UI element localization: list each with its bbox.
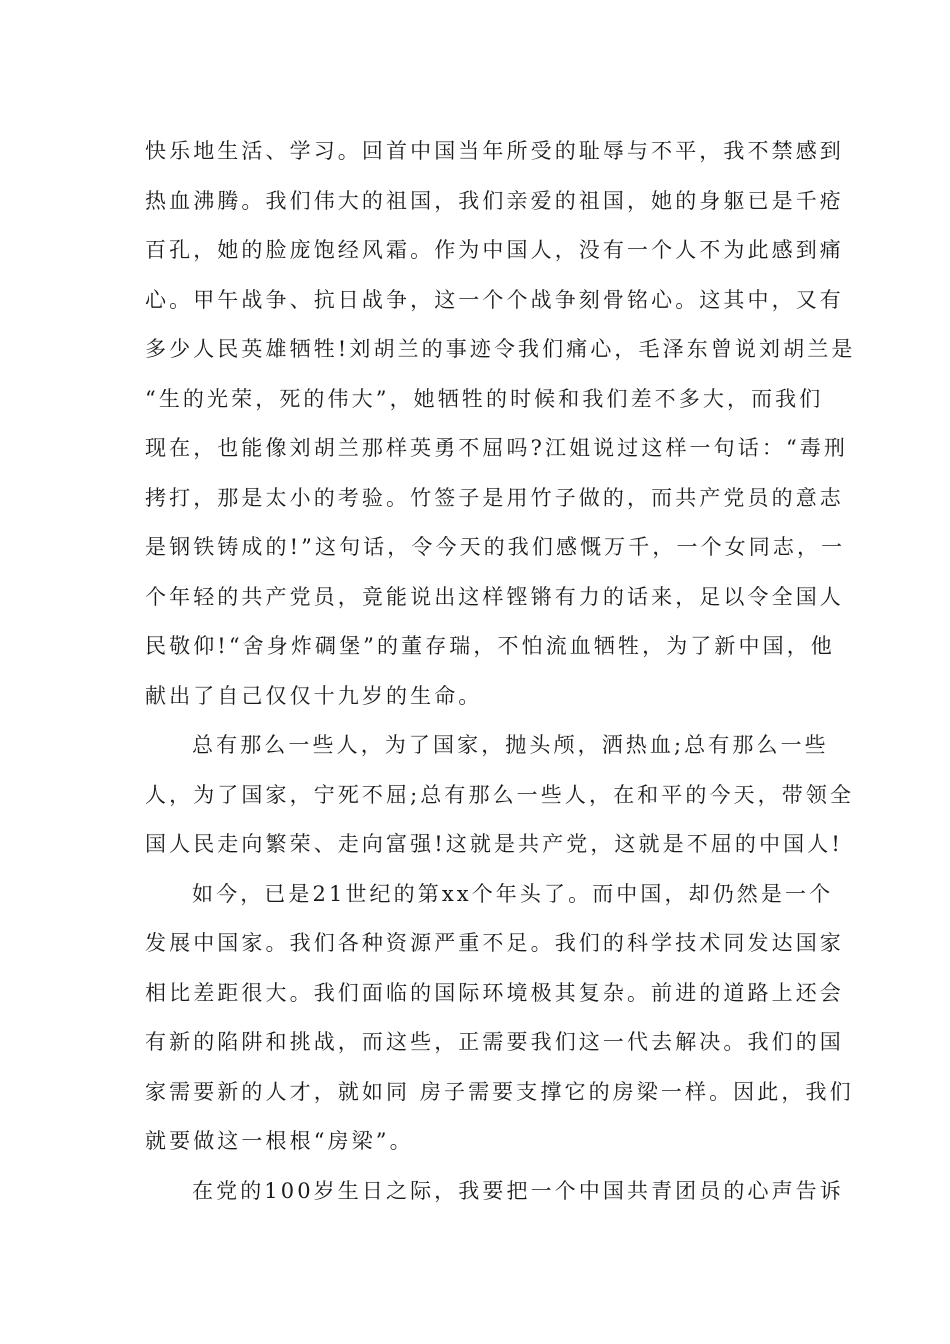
text-line: 献出了自己仅仅十九岁的生命。 bbox=[145, 683, 483, 708]
text-line: 快乐地生活、学习。回首中国当年所受的耻辱与不平，我不禁感到 bbox=[145, 139, 844, 163]
text-line: 心。甲午战争、抗日战争，这一个个战争刻骨铭心。这其中，又有 bbox=[145, 287, 844, 312]
text-line: 百孔，她的脸庞饱经风霜。作为中国人，没有一个人不为此感到痛 bbox=[145, 238, 844, 262]
text-line: 多少人民英雄牺牲!刘胡兰的事迹令我们痛心，毛泽东曾说刘胡兰是 bbox=[145, 337, 856, 361]
text-line: 国人民走向繁荣、走向富强!这就是共产党，这就是不屈的中国人! bbox=[145, 832, 843, 856]
text-line: 家需要新的人才，就如同 房子需要支撑它的房梁一样。因此，我们 bbox=[145, 1079, 854, 1104]
text-line: “生的光荣，死的伟大”，她牺牲的时候和我们差不多大，而我们 bbox=[145, 386, 824, 411]
text-line: 热血沸腾。我们伟大的祖国，我们亲爱的祖国，她的身躯已是千疮 bbox=[145, 188, 844, 213]
text-line: 拷打，那是太小的考验。竹签子是用竹子做的，而共产党员的意志 bbox=[145, 485, 844, 510]
text-line: 民敬仰!“舍身炸碉堡”的董存瑞，不怕流血牺牲，为了新中国，他 bbox=[145, 634, 835, 658]
paragraph-first-line: 总有那么一些人，为了国家，抛头颅，洒热血;总有那么一些 bbox=[192, 733, 829, 757]
text-line: 现在，也能像刘胡兰那样英勇不屈吗?江姐说过这样一句话：“毒刑 bbox=[145, 436, 848, 460]
text-line: 发展中国家。我们各种资源严重不足。我们的科学技术同发达国家 bbox=[145, 931, 844, 955]
paragraph-first-line: 如今，已是21世纪的第xx个年头了。而中国，却仍然是一个 bbox=[192, 881, 834, 906]
text-line: 就要做这一根根“房梁”。 bbox=[145, 1129, 414, 1153]
text-line: 个年轻的共产党员，竟能说出这样铿锵有力的话来，足以令全国人 bbox=[145, 584, 844, 609]
text-line: 人，为了国家，宁死不屈;总有那么一些人，在和平的今天，带领全 bbox=[145, 782, 855, 807]
text-line: 有新的陷阱和挑战，而这些，正需要我们这一代去解决。我们的国 bbox=[145, 1030, 844, 1054]
text-line: 是钢铁铸成的!”这句话，令今天的我们感慨万千，一个女同志，一 bbox=[145, 535, 846, 559]
document-body bbox=[145, 127, 856, 1216]
paragraph-first-line: 在党的100岁生日之际，我要把一个中国共青团员的心声告诉 bbox=[192, 1178, 844, 1203]
text-line: 相比差距很大。我们面临的国际环境极其复杂。前进的道路上还会 bbox=[145, 980, 844, 1005]
